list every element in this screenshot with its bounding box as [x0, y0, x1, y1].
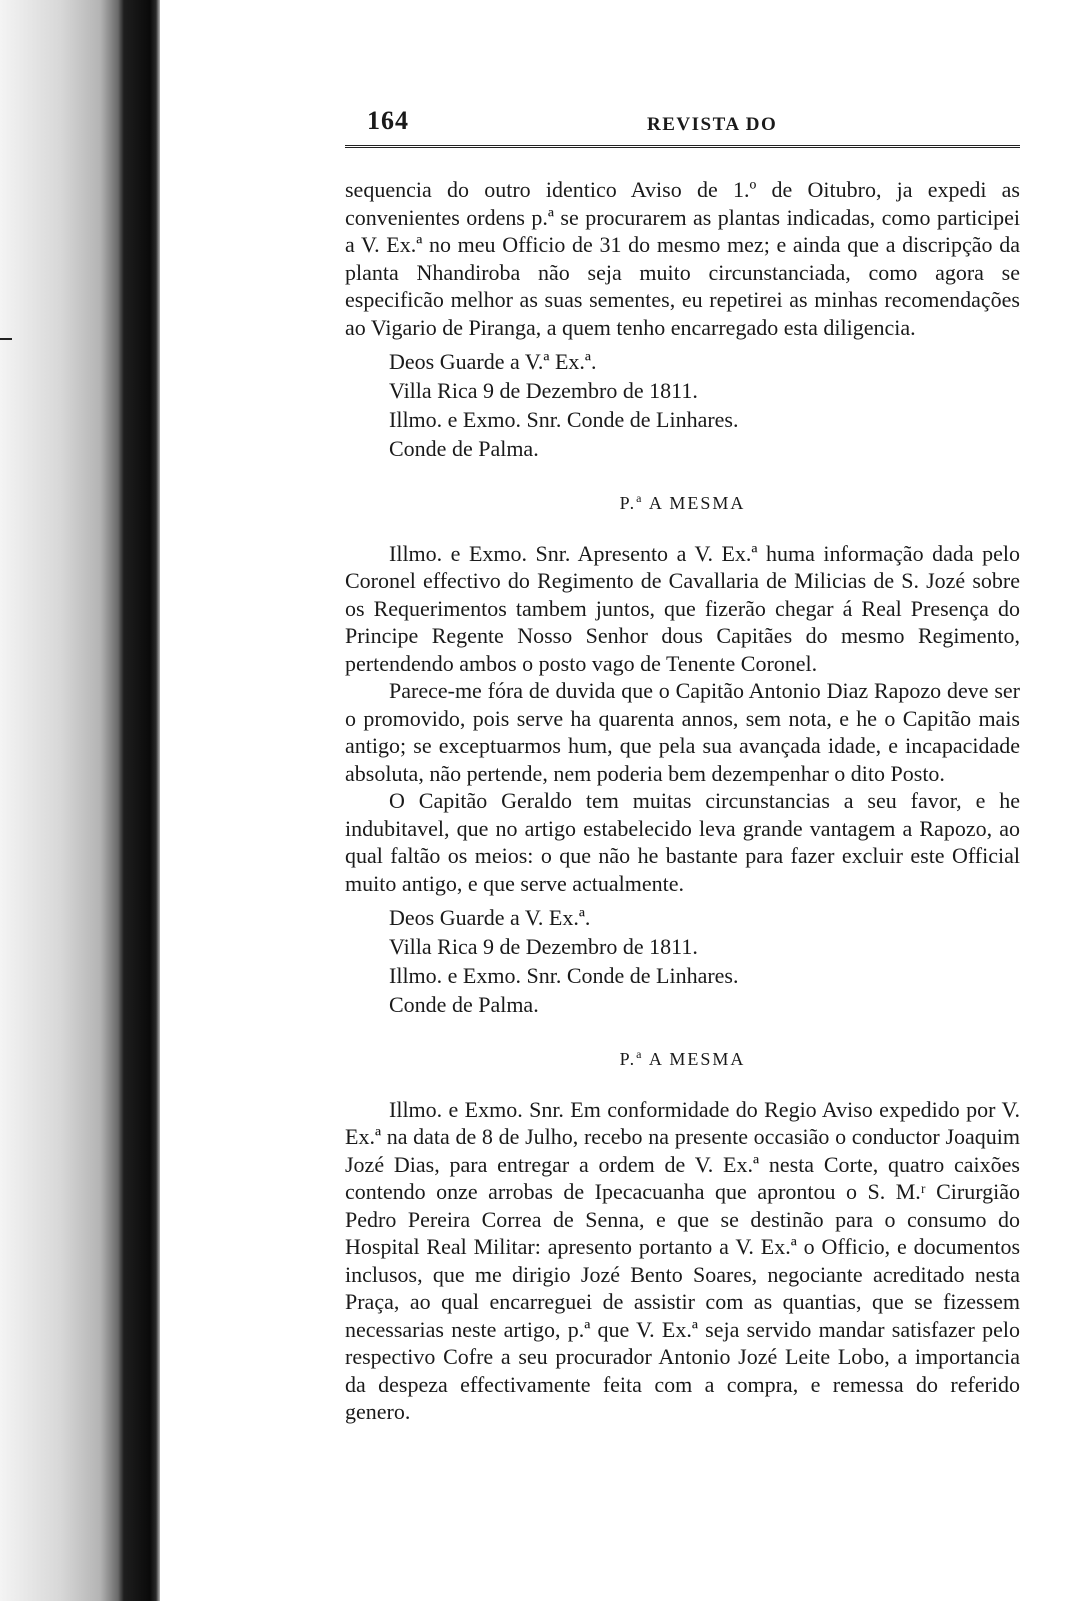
body-text	[345, 176, 1020, 1426]
page-number: 164	[367, 106, 409, 135]
binding-speck	[0, 338, 12, 340]
closing-signature: Conde de Palma.	[389, 436, 539, 461]
book-binding-shadow	[0, 0, 160, 1601]
closing-greeting: Deos Guarde a V.ª Ex.ª.	[389, 349, 597, 374]
letter-3-paragraph-1: Illmo. e Exmo. Snr. Em conformidade do Regio Aviso expedido por V. Ex.ª na data de 8 de Julho, recebo na presente occasião o conductor Joaquim Jozé Dias, para entregar a ordem de V. Ex.ª nesta Corte, quatro caixões contendo onze arrobas de Ipecacuanha que aprontou o S. M.ʳ Cirurgião Pedro Pereira Correa de Senna, e que se destinão para o consumo do Hospital Real Militar: apresento portanto a V. Ex.ª o Officio, e documentos inclusos, que me dirigio Jozé Bento Soares, negociante acreditado nesta Praça, ao qual encarreguei de assistir com as quantias, que se fizessem necessarias neste artigo, p.ª que V. Ex.ª seja servido mandar satisfazer pelo respectivo Cofre a seu procurador Antonio Jozé Leite Lobo, a importancia da despeza effectivamente feita com a compra, e remessa do referido genero.	[345, 1096, 1020, 1424]
closing-addressee: Illmo. e Exmo. Snr. Conde de Linhares.	[389, 963, 739, 988]
letter-2-heading: P.$^a$ A MESMA	[619, 491, 746, 513]
letter-3-heading: P.$^a$ A MESMA	[619, 1047, 746, 1069]
book-page	[345, 100, 1020, 1580]
running-head	[345, 100, 1020, 144]
closing-signature: Conde de Palma.	[389, 992, 539, 1017]
letter-2-paragraph-1: Illmo. e Exmo. Snr. Apresento a V. Ex.ª huma informação dada pelo Coronel effectivo do Regimento de Cavallaria de Milicias de S. Jozé sobre os Requerimentos tambem juntos, que fizerão chegar á Real Presença do Principe Regente Nosso Senhor dous Capitães do mesmo Regimento, pertendendo ambos o posto vago de Tenente Coronel.	[345, 540, 1020, 676]
letter-1-closing	[345, 347, 1020, 463]
closing-greeting: Deos Guarde a V. Ex.ª.	[389, 905, 591, 930]
closing-place-date: Villa Rica 9 de Dezembro de 1811.	[389, 378, 698, 403]
letter-2-closing	[345, 903, 1020, 1019]
closing-addressee: Illmo. e Exmo. Snr. Conde de Linhares.	[389, 407, 739, 432]
header-rule	[345, 142, 1020, 148]
letter-2-paragraph-2: Parece-me fóra de duvida que o Capitão Antonio Diaz Rapozo deve ser o promovido, pois serve ha quarenta annos, sem nota, e he o Capitão mais antigo; se exceptuarmos hum, que pela sua avançada idade, e incapacidade absoluta, não pertende, nem poderia bem dezempenhar o dito Posto.	[345, 678, 1020, 786]
running-title: REVISTA DO	[647, 114, 778, 135]
letter-1-paragraph-1: sequencia do outro identico Aviso de 1.º de Oitubro, ja expedi as convenientes ordens p.ª se procurarem as plantas indicadas, como participei a V. Ex.ª no meu Officio de 31 do mesmo mez; e ainda que a discripção da planta Nhandiroba não seja muito circunstanciada, como agora se especificão melhor as suas sementes, eu repetirei as minhas recomendações ao Vigario de Piranga, a quem tenho encarregado esta diligencia.	[345, 177, 1020, 340]
closing-place-date: Villa Rica 9 de Dezembro de 1811.	[389, 934, 698, 959]
letter-2-paragraph-3: O Capitão Geraldo tem muitas circunstancias a seu favor, e he indubitavel, que no artigo estabelecido leva grande vantagem a Rapozo, ao qual faltão os meios: o que não he bastante para fazer excluir este Official muito antigo, e que serve actualmente.	[345, 788, 1020, 896]
